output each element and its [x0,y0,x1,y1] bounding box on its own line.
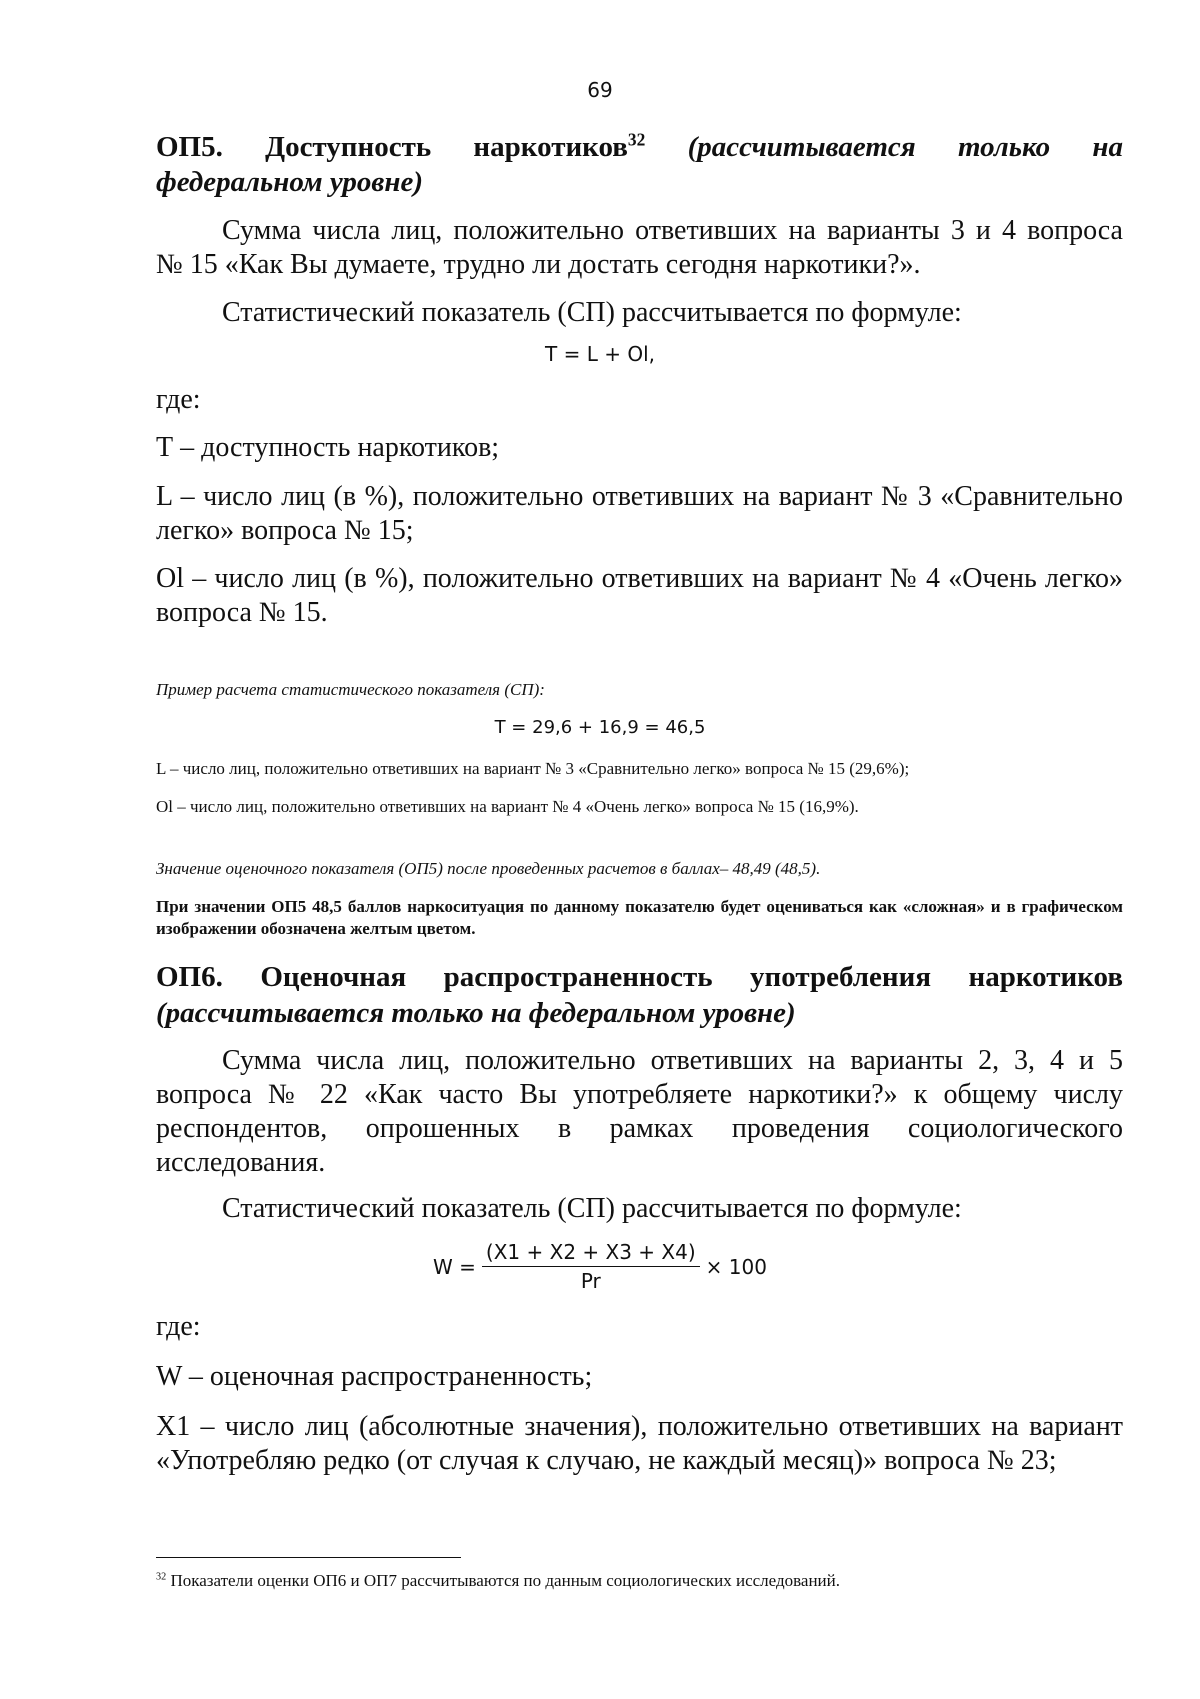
op6-para1: Сумма числа лиц, положительно ответивших на варианты 2, 3, 4 и 5 вопроса № 22 «Как часто Вы употребляете наркотики?» к общему числу респондентов, опрошенных в рамках проведения социологического исследования. [156,1045,1123,1178]
footnote-text: Показатели оценки ОП6 и ОП7 рассчитываются по данным социологических исследований. [170,1571,841,1590]
op6-formula-numerator: (X1 + X2 + X3 + X4) [482,1240,700,1267]
example-value: Значение оценочного показателя (ОП5) после проведенных расчетов в баллах– 48,49 (48,5). [156,859,821,878]
op6-heading-line1: ОП6. Оценочная распространенность употребления наркотиков [156,961,1123,993]
op6-formula [0,1240,1200,1293]
op6-formula-fraction [482,1240,700,1293]
op6-formula-intro: Статистический показатель (СП) рассчитывается по формуле: [222,1193,962,1224]
op5-heading-line2: федеральном уровне) [156,166,423,198]
example-title: Пример расчета статистического показателя (СП): [156,680,545,699]
op5-para1-line2: № 15 «Как Вы думаете, трудно ли достать сегодня наркотики?». [156,249,921,280]
op5-def-L: L – число лиц (в %), положительно ответивших на вариант № 3 «Сравнительно легко» вопроса № 15; [156,481,1123,546]
op6-def-X1: X1 – число лиц (абсолютные значения), положительно ответивших на вариант «Употребляю редко (от случая к случаю, не каждый месяц)» вопроса № 23; [156,1411,1123,1476]
example-def-Ol: Ol – число лиц, положительно ответивших на вариант № 4 «Очень легко» вопроса № 15 (16,9%). [156,797,859,816]
op5-heading-title: ОП5. Доступность наркотиков [156,131,628,163]
footnote [156,1570,1123,1592]
op5-para1-line1: Сумма числа лиц, положительно ответивших на варианты 3 и 4 вопроса [222,215,1123,246]
page-number: 69 [587,78,613,102]
op5-formula-intro: Статистический показатель (СП) рассчитывается по формуле: [222,297,962,328]
op6-formula-lhs: W = [433,1254,476,1279]
op6-heading-line2: (рассчитывается только на федеральном уровне) [156,997,796,1029]
op5-where: где: [156,384,201,415]
op6-def-W: W – оценочная распространенность; [156,1361,593,1392]
op6-where: где: [156,1311,201,1342]
op5-def-Ol: Ol – число лиц (в %), положительно ответивших на вариант № 4 «Очень легко» вопроса № 15. [156,563,1123,628]
op6-formula-denominator: Pr [580,1269,601,1293]
footnote-separator [156,1557,461,1558]
op5-heading-note: (рассчитывается только на [687,131,1124,163]
op5-heading-line1 [156,130,1123,165]
footnote-ref: 32 [627,129,646,150]
example-conclusion: При значении ОП5 48,5 баллов наркоситуация по данному показателю будет оцениваться как «сложная» и в графическом изображении обозначена желтым цветом. [156,897,1123,938]
footnote-number: 32 [156,1571,167,1583]
example-formula: T = 29,6 + 16,9 = 46,5 [494,717,706,738]
op5-formula: T = L + Ol, [545,342,655,366]
op5-def-T: Т – доступность наркотиков; [156,432,500,463]
example-def-L: L – число лиц, положительно ответивших на вариант № 3 «Сравнительно легко» вопроса № 15 (29,6%); [156,759,910,778]
op6-formula-rhs: × 100 [705,1254,767,1279]
